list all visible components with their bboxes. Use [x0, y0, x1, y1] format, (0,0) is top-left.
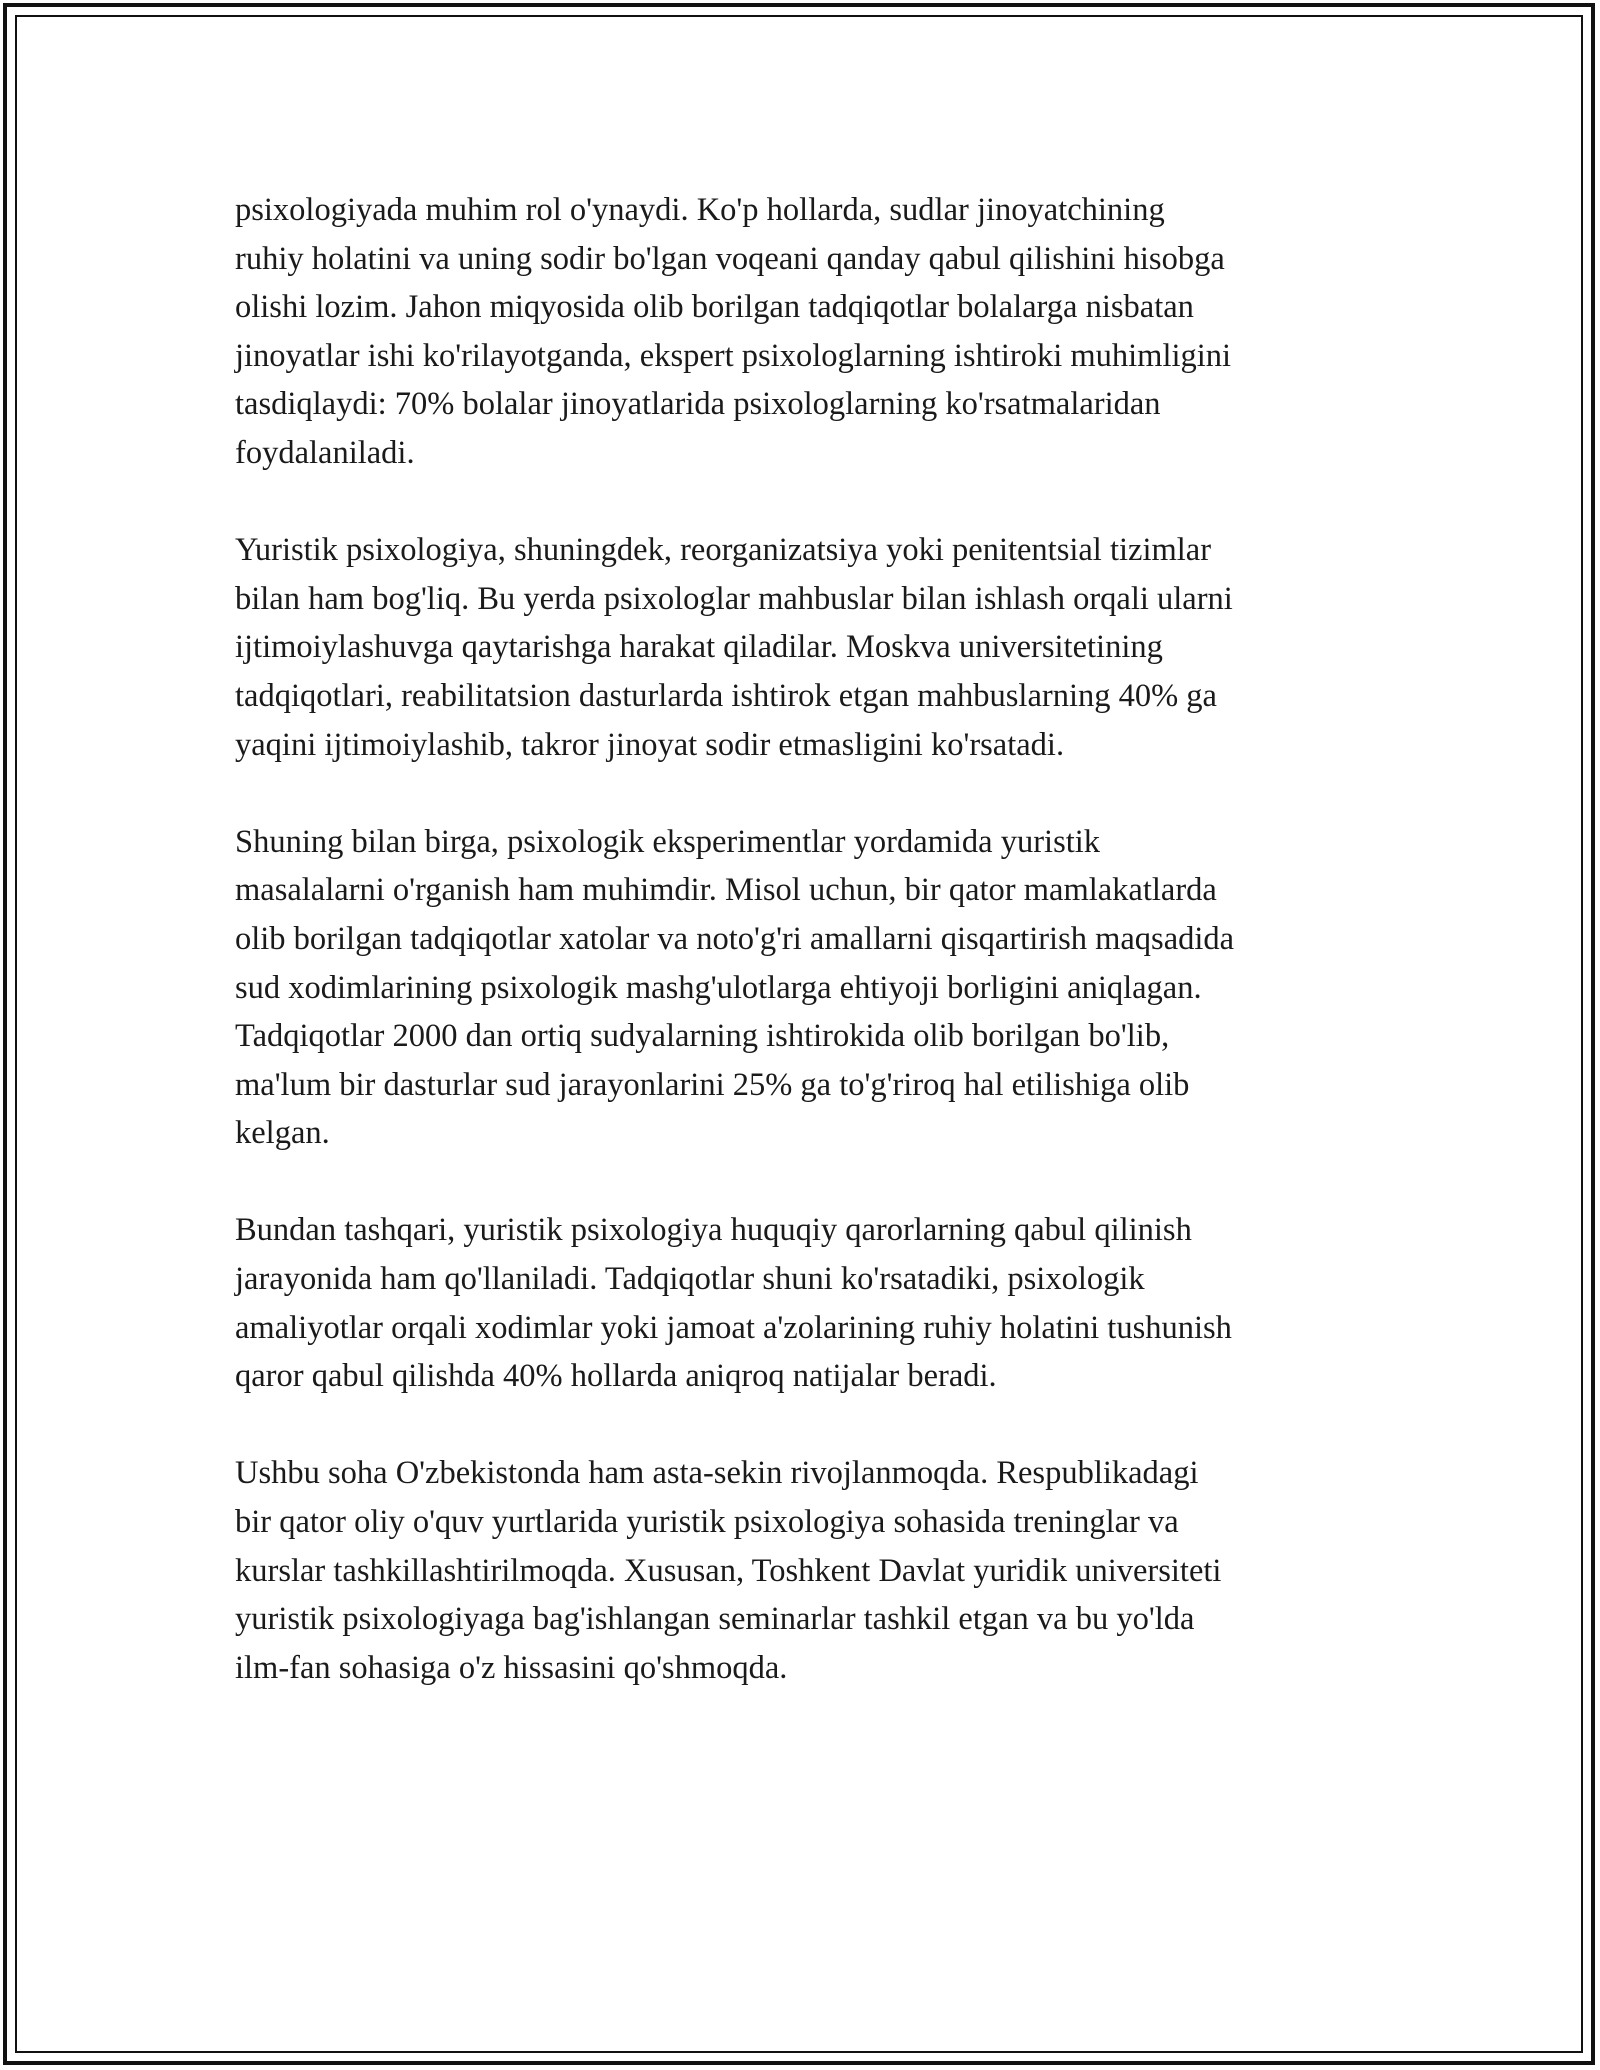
text-line: ma'lum bir dasturlar sud jarayonlarini 25% ga to'g'riroq hal etilishiga olib	[235, 1066, 1190, 1103]
text-line: jarayonida ham qo'llaniladi. Tadqiqotlar shuni ko'rsatadiki, psixologik	[235, 1261, 1145, 1298]
text-line: tasdiqlaydi: 70% bolalar jinoyatlarida psixologlarning ko'rsatmalaridan	[235, 386, 1161, 423]
text-line: bir qator oliy o'quv yurtlarida yuristik psixologiya sohasida treninglar va	[235, 1504, 1179, 1541]
text-line: kelgan.	[235, 1115, 330, 1152]
paragraph	[235, 1206, 1385, 1400]
text-line: tadqiqotlari, reabilitatsion dasturlarda ishtirok etgan mahbuslarning 40% ga	[235, 677, 1217, 714]
text-line: ilm-fan sohasiga o'z hissasini qo'shmoqda.	[235, 1649, 788, 1686]
text-line: psixologiyada muhim rol o'ynaydi. Ko'p hollarda, sudlar jinoyatchining	[235, 192, 1165, 228]
paragraph	[235, 818, 1385, 1158]
text-line: yaqini ijtimoiylashib, takror jinoyat sodir etmasligini ko'rsatadi.	[235, 726, 1065, 763]
text-line: Bundan tashqari, yuristik psixologiya huquqiy qarorlarning qabul qilinish	[235, 1212, 1192, 1249]
text-line: Ushbu soha O'zbekistonda ham asta-sekin rivojlanmoqda. Respublikadagi	[235, 1455, 1199, 1492]
text-line: foydalaniladi.	[235, 434, 415, 471]
text-line: kurslar tashkillashtirilmoqda. Xususan, Toshkent Davlat yuridik universiteti	[235, 1552, 1222, 1589]
text-line: sud xodimlarining psixologik mashg'ulotlarga ehtiyoji borligini aniqlagan.	[235, 969, 1202, 1006]
text-line: ijtimoiylashuvga qaytarishga harakat qiladilar. Moskva universitetining	[235, 629, 1163, 666]
text-line: ruhiy holatini va uning sodir bo'lgan voqeani qanday qabul qilishini hisobga	[235, 240, 1225, 277]
paragraph	[235, 186, 1385, 478]
text-line: Shuning bilan birga, psixologik eksperimentlar yordamida yuristik	[235, 823, 1101, 860]
text-line: olishi lozim. Jahon miqyosida olib borilgan tadqiqotlar bolalarga nisbatan	[235, 289, 1194, 326]
paragraph	[235, 1449, 1385, 1692]
paragraph	[235, 526, 1385, 769]
text-line: masalalarni o'rganish ham muhimdir. Misol uchun, bir qator mamlakatlarda	[235, 872, 1217, 909]
text-line: yuristik psixologiyaga bag'ishlangan seminarlar tashkil etgan va bu yo'lda	[235, 1601, 1195, 1638]
document-body	[235, 186, 1385, 1692]
text-line: qaror qabul qilishda 40% hollarda aniqroq natijalar beradi.	[235, 1358, 997, 1395]
text-line: bilan ham bog'liq. Bu yerda psixologlar mahbuslar bilan ishlash orqali ularni	[235, 580, 1233, 617]
text-line: jinoyatlar ishi ko'rilayotganda, ekspert psixologlarning ishtiroki muhimligini	[235, 337, 1232, 374]
text-line: amaliyotlar orqali xodimlar yoki jamoat a'zolarining ruhiy holatini tushunish	[235, 1309, 1232, 1346]
text-line: olib borilgan tadqiqotlar xatolar va noto'g'ri amallarni qisqartirish maqsadida	[235, 920, 1235, 957]
text-line: Tadqiqotlar 2000 dan ortiq sudyalarning ishtirokida olib borilgan bo'lib,	[235, 1018, 1170, 1055]
text-line: Yuristik psixologiya, shuningdek, reorganizatsiya yoki penitentsial tizimlar	[235, 532, 1212, 569]
